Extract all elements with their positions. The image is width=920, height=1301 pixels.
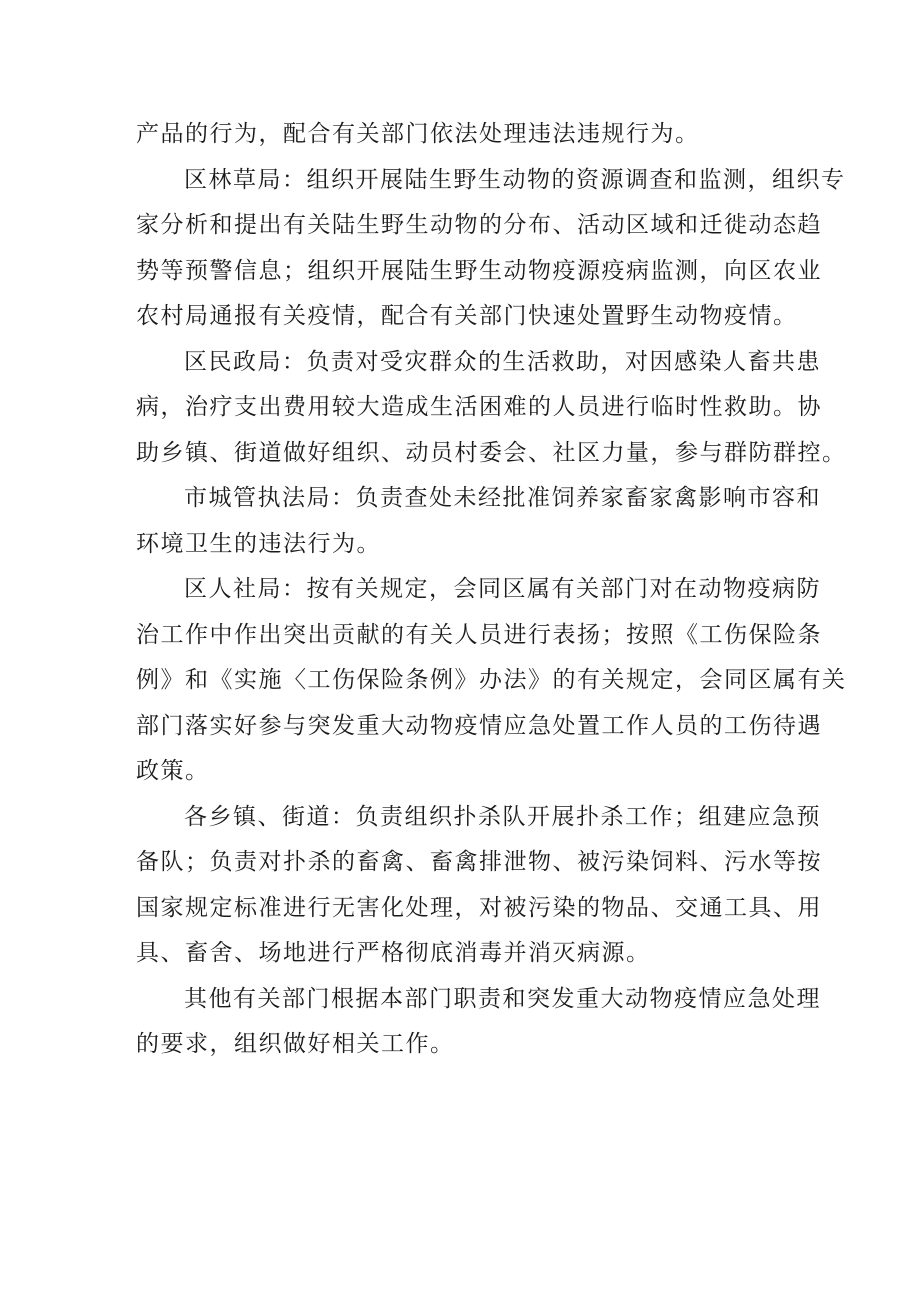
paragraph-other-departments: [136, 977, 821, 1068]
text-line: 备队；负责对扑杀的畜禽、畜禽排泄物、被污染饲料、污水等按: [136, 849, 822, 875]
paragraph-urban-management-bureau: [136, 476, 821, 567]
text-line: 政策。: [136, 758, 210, 784]
document-body: [136, 112, 847, 1068]
paragraph-continuation: [136, 112, 796, 158]
text-line: 具、畜舍、场地进行严格彻底消毒并消灭病源。: [136, 940, 651, 966]
text-line: 家分析和提出有关陆生野生动物的分布、活动区域和迁徙动态趋: [136, 212, 822, 238]
text-line: 产品的行为，配合有关部门依法处理违法违规行为。: [136, 121, 700, 147]
paragraph-forestry-bureau: [136, 158, 846, 340]
text-line: 区林草局：组织开展陆生野生动物的资源调查和监测，组织专: [184, 166, 846, 193]
text-line: 市城管执法局：负责查处未经批准饲养家畜家禽影响市容和: [184, 485, 821, 511]
text-line: 环境卫生的违法行为。: [136, 530, 381, 557]
text-line: 区人社局：按有关规定，会同区属有关部门对在动物疫病防: [184, 576, 821, 602]
text-line: 各乡镇、街道：负责组织扑杀队开展扑杀工作；组建应急预: [184, 803, 821, 830]
text-line: 病，治疗支出费用较大造成生活困难的人员进行临时性救助。协: [136, 394, 822, 420]
paragraph-civil-affairs-bureau: [136, 340, 847, 477]
paragraph-human-resources-bureau: [136, 567, 847, 795]
text-line: 的要求，组织做好相关工作。: [136, 1031, 455, 1057]
text-line: 助乡镇、街道做好组织、动员村委会、社区力量，参与群防群控。: [136, 439, 847, 466]
text-line: 其他有关部门根据本部门职责和突发重大动物疫情应急处理: [184, 985, 821, 1012]
text-line: 治工作中作出突出贡献的有关人员进行表扬；按照《工伤保险条: [136, 621, 822, 648]
text-line: 势等预警信息；组织开展陆生野生动物疫源疫病监测，向区农业: [136, 257, 822, 284]
text-line: 国家规定标准进行无害化处理，对被污染的物品、交通工具、用: [136, 894, 822, 921]
text-line: 区民政局：负责对受灾群众的生活救助，对因感染人畜共患: [184, 348, 821, 375]
text-line: 部门落实好参与突发重大动物疫情应急处置工作人员的工伤待遇: [136, 712, 822, 739]
paragraph-townships-streets: [136, 795, 822, 977]
text-line: 农村局通报有关疫情，配合有关部门快速处置野生动物疫情。: [136, 303, 798, 329]
text-line: 例》和《实施〈工伤保险条例》办法》的有关规定，会同区属有关: [136, 667, 847, 693]
